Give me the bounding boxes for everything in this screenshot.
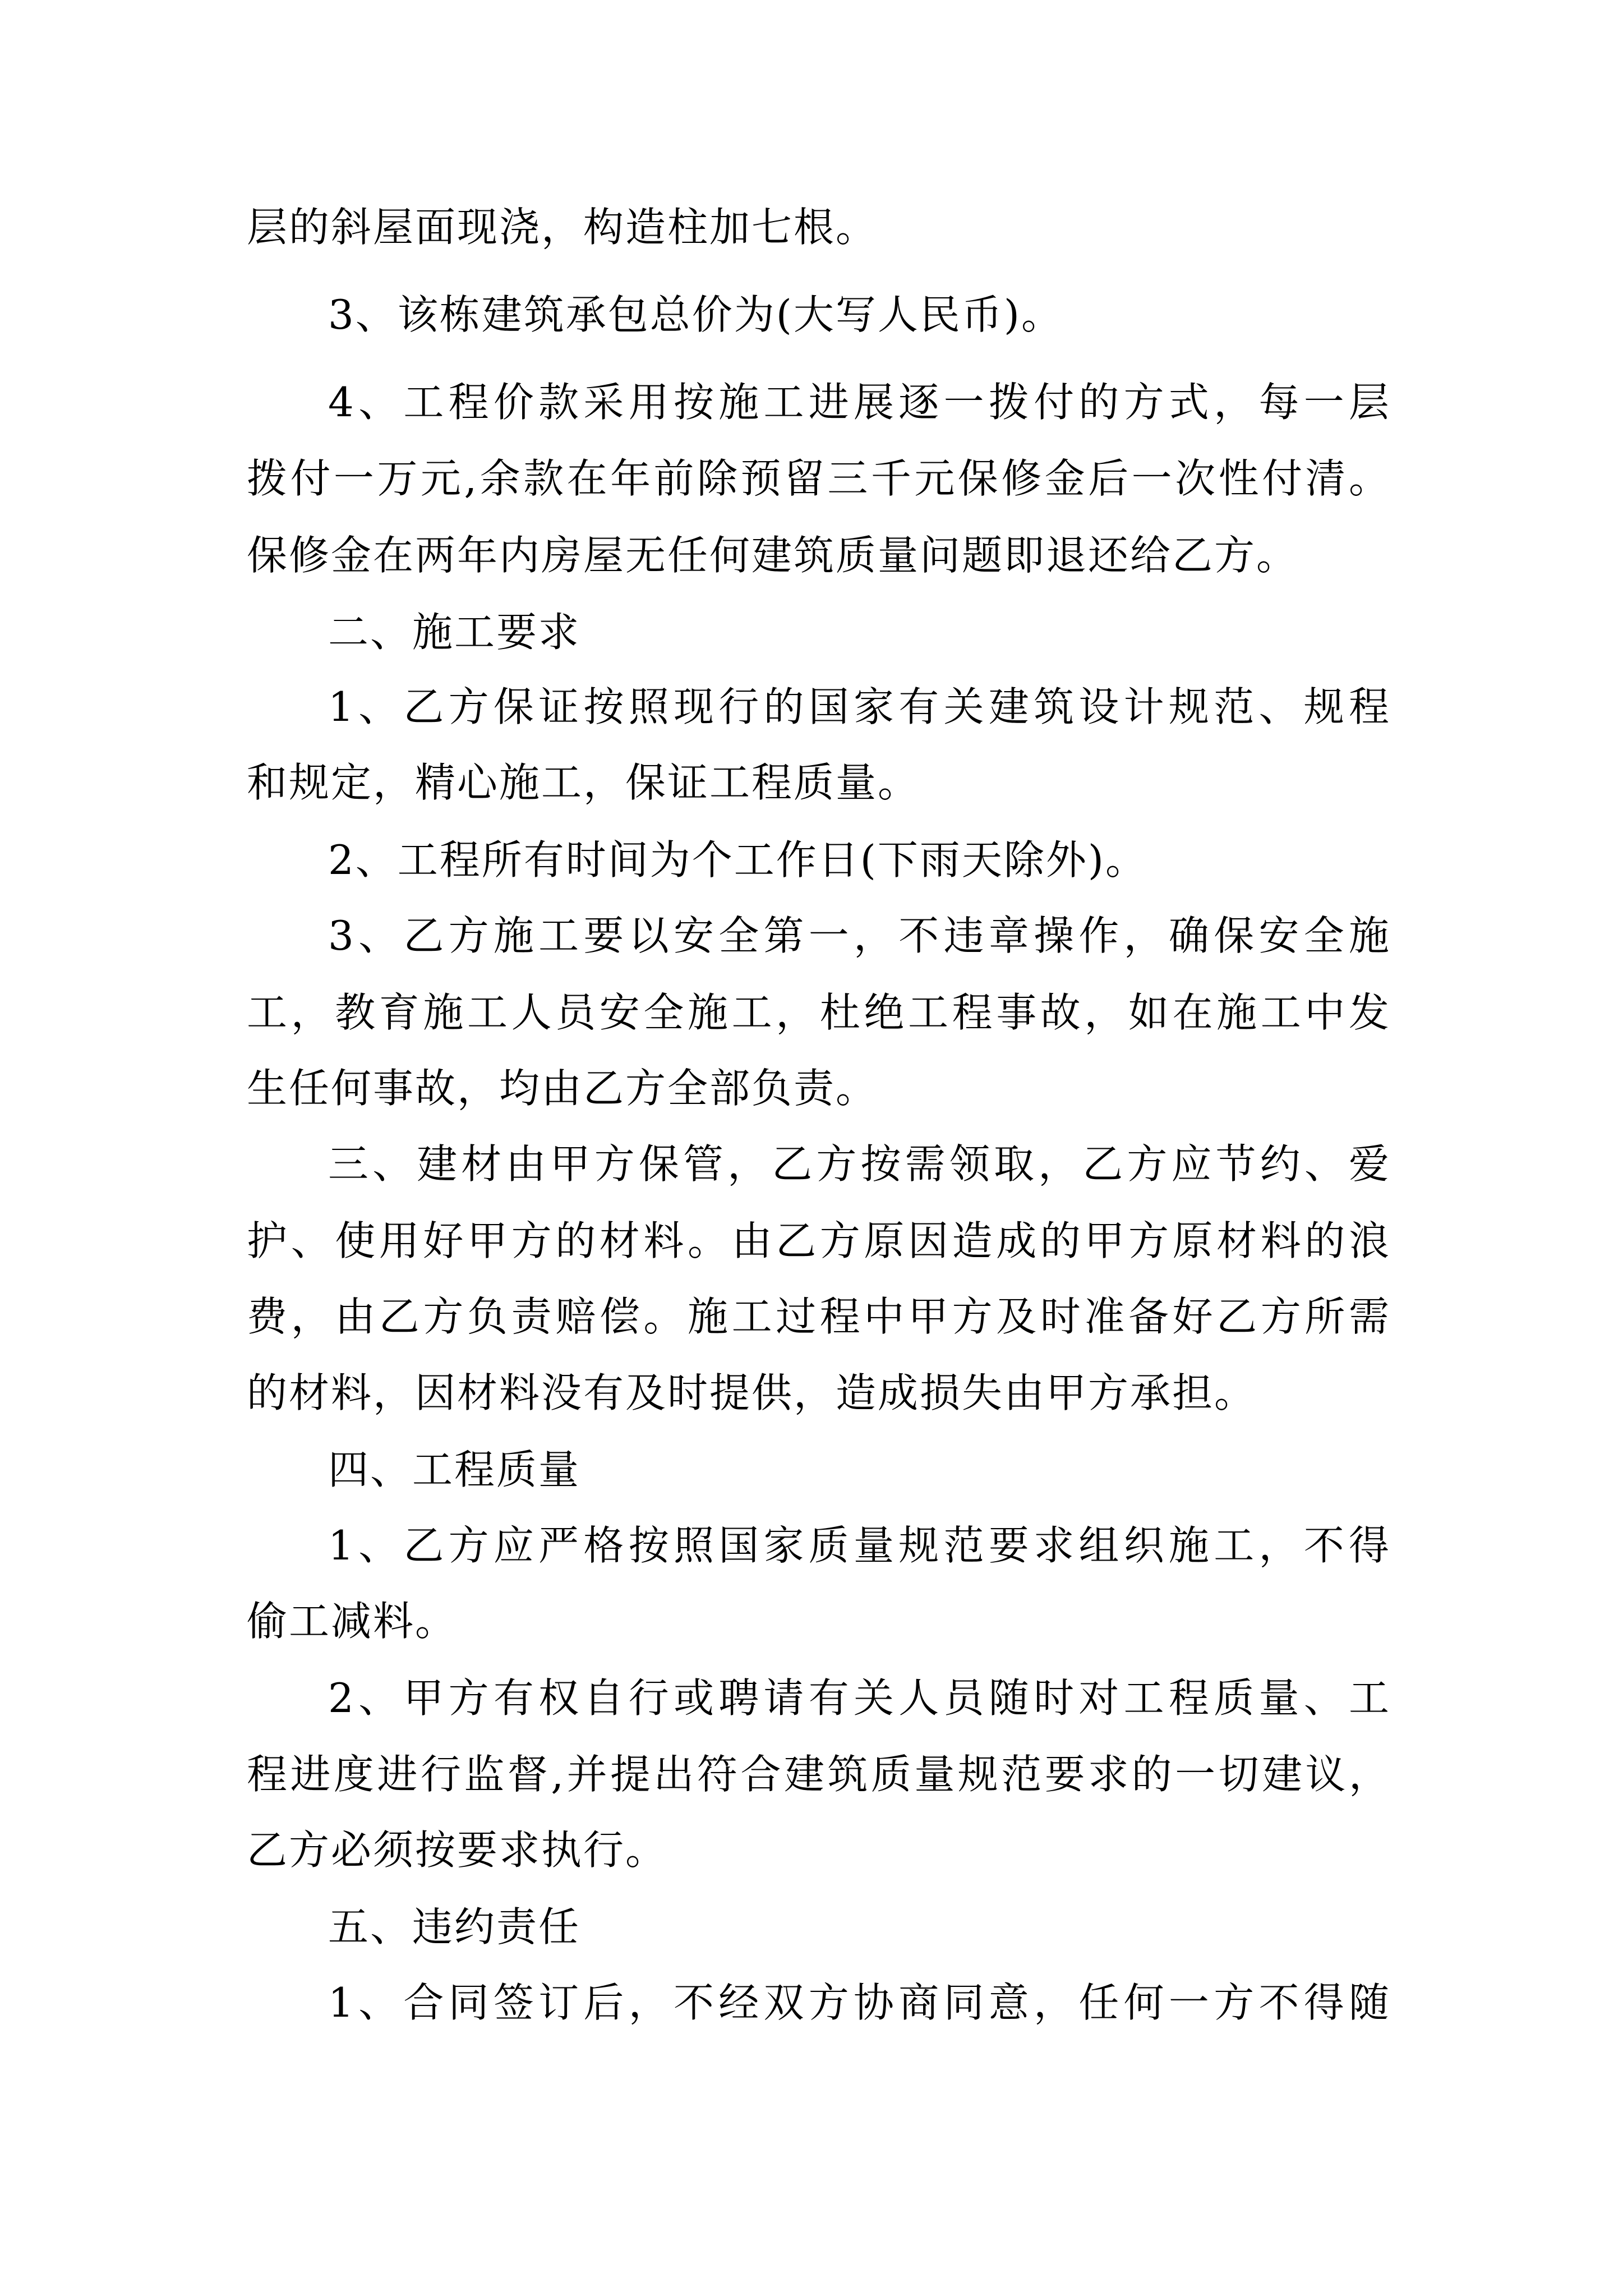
- section-heading: 五、违约责任: [328, 1903, 581, 1950]
- text-line: 1、乙方应严格按照国家质量规范要求组织施工，不得: [328, 1522, 1391, 1569]
- text-line: 保修金在两年内房屋无任何建筑质量问题即退还给乙方。: [247, 532, 1299, 579]
- text-line: 程进度进行监督,并提出符合建筑质量规范要求的一切建议，: [247, 1751, 1391, 1798]
- text-line: 3、乙方施工要以安全第一，不违章操作，确保安全施: [328, 912, 1391, 959]
- text-line: 3、该栋建筑承包总价为(大写人民币)。: [328, 291, 1063, 338]
- text-line: 工，教育施工人员安全施工，杜绝工程事故，如在施工中发: [247, 989, 1391, 1036]
- text-line: 的材料，因材料没有及时提供，造成损失由甲方承担。: [247, 1369, 1257, 1416]
- text-line: 护、使用好甲方的材料。由乙方原因造成的甲方原材料的浪: [247, 1217, 1391, 1264]
- text-line: 费，由乙方负责赔偿。施工过程中甲方及时准备好乙方所需: [247, 1293, 1391, 1340]
- text-line: 和规定，精心施工，保证工程质量。: [247, 759, 920, 806]
- text-line: 1、乙方保证按照现行的国家有关建筑设计规范、规程: [328, 683, 1391, 730]
- text-line: 4、工程价款采用按施工进展逐一拨付的方式，每一层: [328, 379, 1391, 426]
- section-heading: 二、施工要求: [328, 609, 581, 656]
- text-line: 2、工程所有时间为个工作日(下雨天除外)。: [328, 836, 1147, 884]
- section-heading: 四、工程质量: [328, 1446, 581, 1493]
- text-line: 偷工减料。: [247, 1598, 458, 1645]
- text-line: 1、合同签订后，不经双方协商同意，任何一方不得随: [328, 1979, 1391, 2026]
- text-line: 2、甲方有权自行或聘请有关人员随时对工程质量、工: [328, 1674, 1391, 1722]
- text-line: 乙方必须按要求执行。: [247, 1826, 668, 1874]
- text-line: 拨付一万元,余款在年前除预留三千元保修金后一次性付清。: [247, 455, 1391, 502]
- text-line: 三、建材由甲方保管，乙方按需领取，乙方应节约、爱: [328, 1140, 1391, 1188]
- text-line: 层的斜屋面现浇，构造柱加七根。: [247, 204, 878, 251]
- text-line: 生任何事故，均由乙方全部负责。: [247, 1065, 878, 1112]
